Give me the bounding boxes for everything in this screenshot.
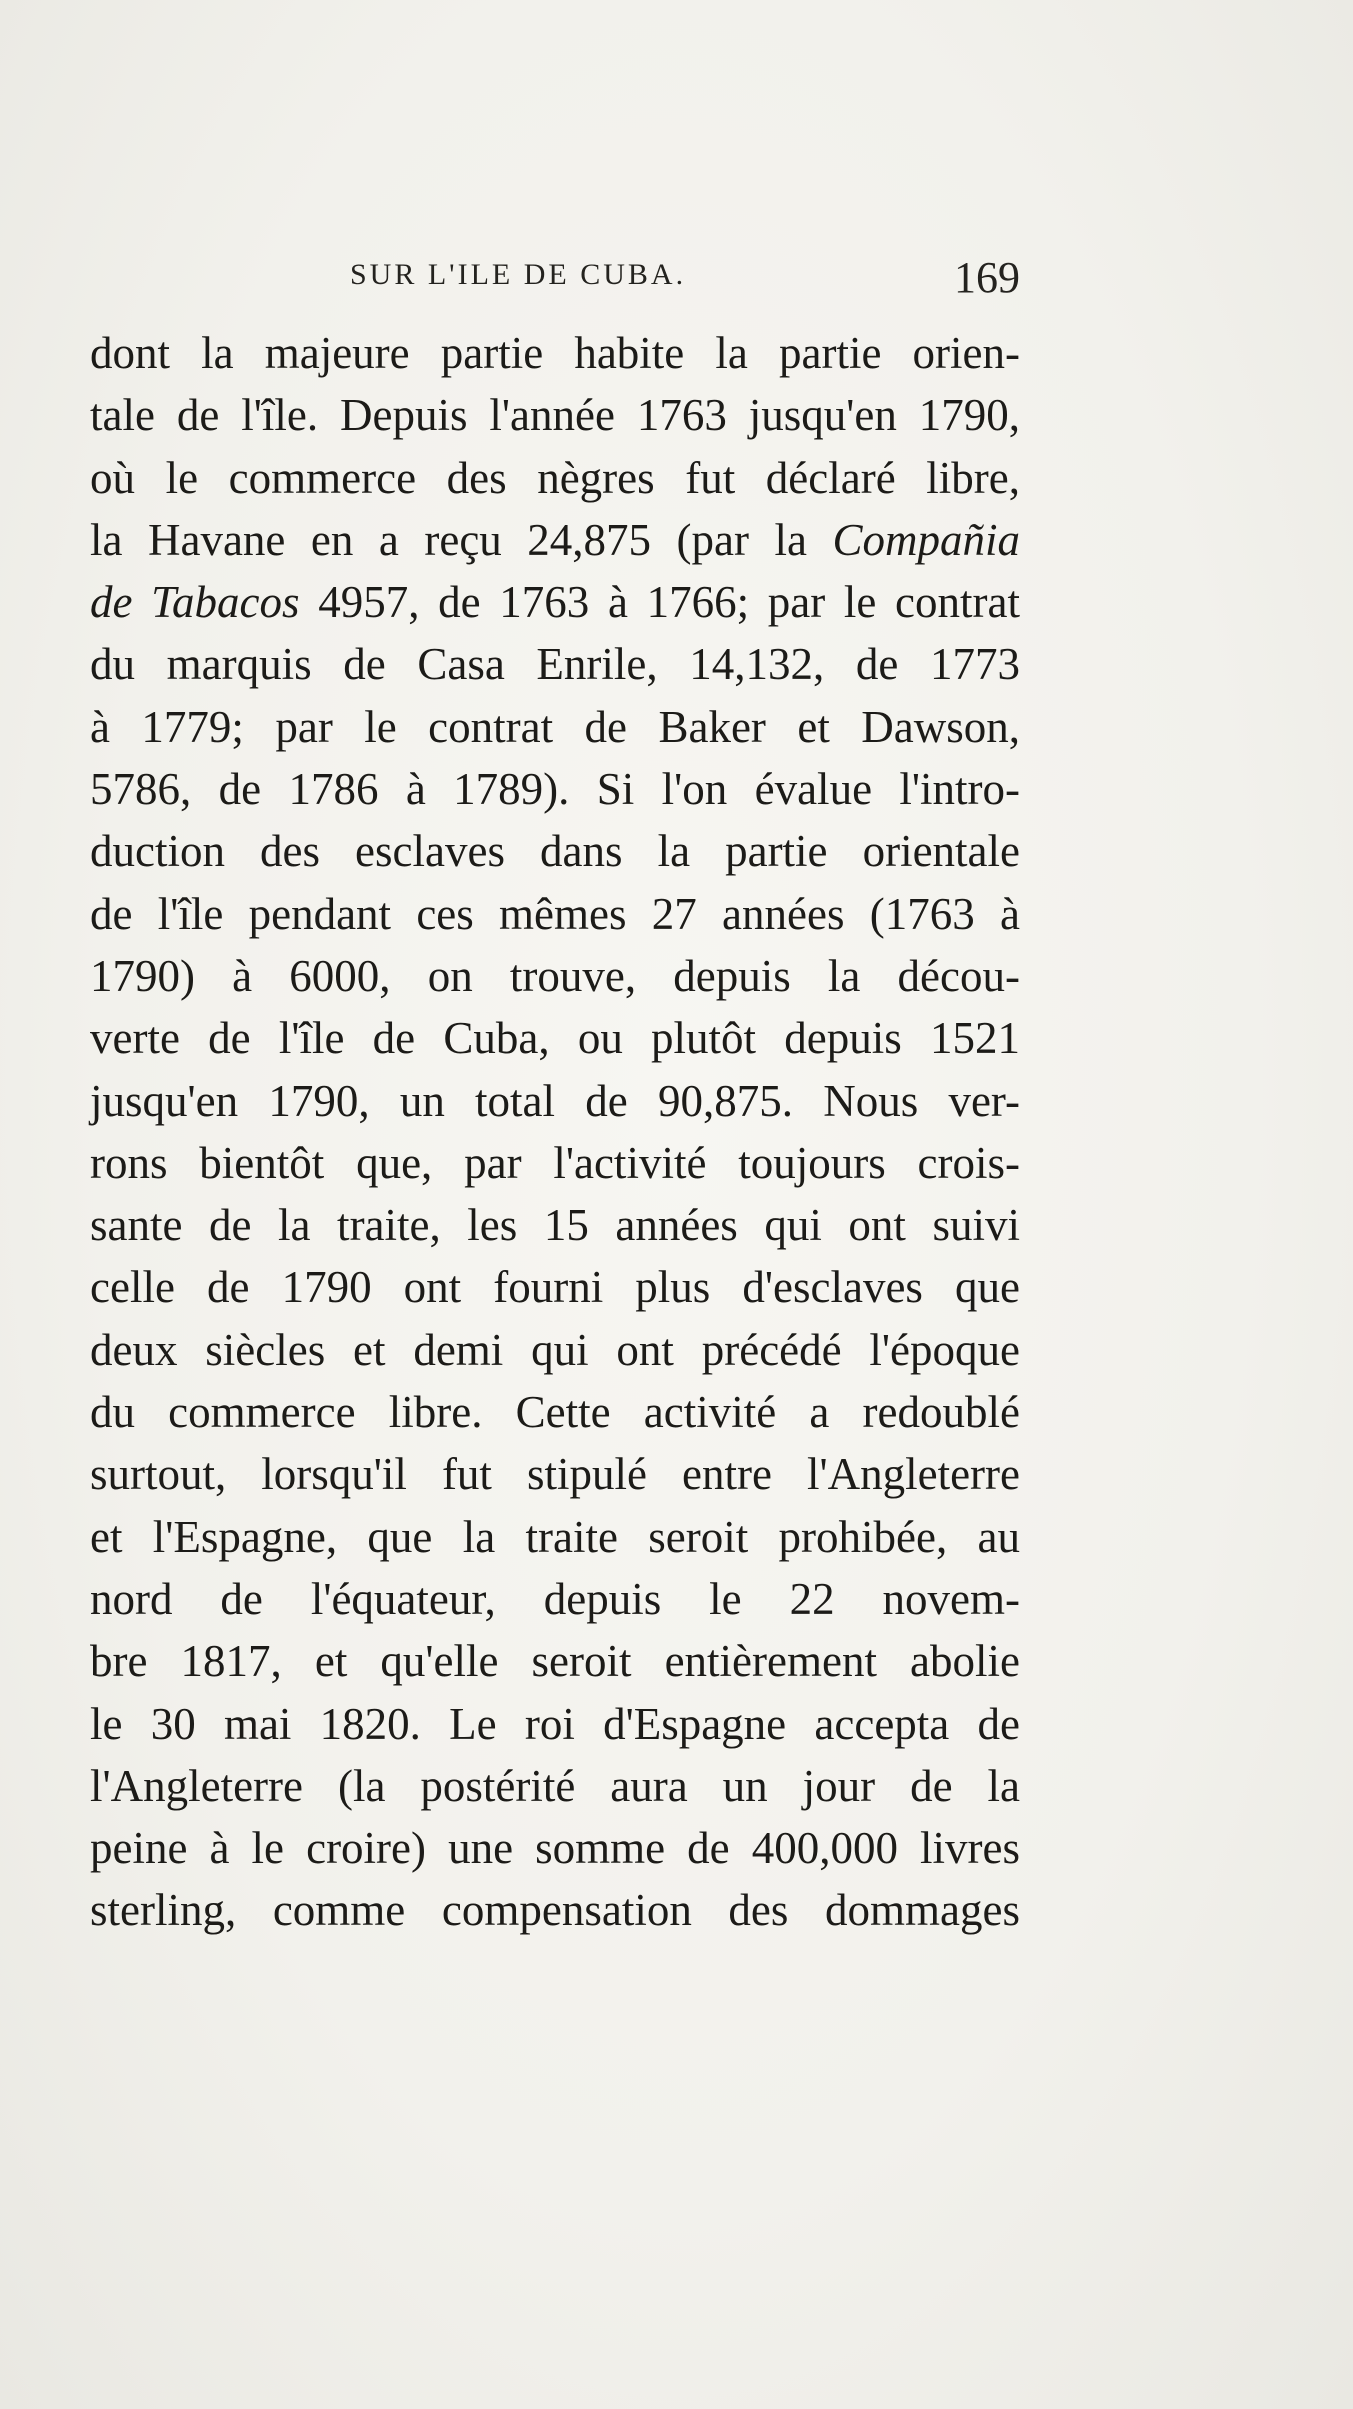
text-line: [90, 633, 1020, 695]
page-number: 169: [954, 253, 1020, 302]
text-line: [90, 322, 1020, 384]
line-text: 4957, de 1763 à 1766; par le contrat: [299, 577, 1020, 628]
text-line: [90, 1070, 1020, 1132]
line-text: dont la majeure partie habite la partie orien-: [90, 328, 1020, 378]
body-text: [90, 322, 1020, 1942]
text-line: [90, 1817, 1020, 1879]
line-text: bre 1817, et qu'elle seroit entièrement abolie: [90, 1636, 1020, 1687]
text-line: [90, 1319, 1020, 1381]
line-text: deux siècles et demi qui ont précédé l'époque: [90, 1324, 1020, 1375]
text-line: [90, 1443, 1020, 1505]
text-line: [90, 447, 1020, 509]
line-text: nord de l'équateur, depuis le 22 novem-: [90, 1573, 1020, 1624]
line-text: tale de l'île. Depuis l'année 1763 jusqu'en 1790,: [90, 390, 1020, 441]
text-line: [90, 1879, 1020, 1941]
text-line: [90, 1194, 1020, 1256]
text-line: [90, 1693, 1020, 1755]
text-line: [90, 945, 1020, 1007]
text-line: [90, 820, 1020, 882]
text-line: [90, 1506, 1020, 1568]
line-text: l'Angleterre (la postérité aura un jour de la: [90, 1760, 1020, 1811]
line-text: jusqu'en 1790, un total de 90,875. Nous ver-: [90, 1075, 1020, 1126]
line-italic-text: de Tabacos: [90, 577, 300, 628]
line-italic-text: Compañia: [832, 514, 1020, 565]
line-text: le 30 mai 1820. Le roi d'Espagne accepta de: [90, 1698, 1020, 1749]
line-text: peine à le croire) une somme de 400,000 livres: [90, 1823, 1020, 1874]
text-line: [90, 883, 1020, 945]
text-line: [90, 1381, 1020, 1443]
line-text: rons bientôt que, par l'activité toujours crois-: [90, 1137, 1020, 1188]
text-line: [90, 1630, 1020, 1692]
text-line: [90, 1132, 1020, 1194]
text-line: [90, 1568, 1020, 1630]
line-text: où le commerce des nègres fut déclaré libre,: [90, 452, 1020, 503]
running-head-title: SUR L'ILE DE CUBA.: [350, 258, 687, 291]
text-line: [90, 696, 1020, 758]
line-text: sante de la traite, les 15 années qui ont suivi: [90, 1200, 1020, 1251]
running-head: [90, 253, 1020, 308]
line-text: du marquis de Casa Enrile, 14,132, de 1773: [90, 639, 1020, 690]
text-line: [90, 758, 1020, 820]
line-text: la Havane en a reçu 24,875 (par la: [90, 514, 833, 565]
text-line: [90, 571, 1020, 633]
line-text: de l'île pendant ces mêmes 27 années (1763 à: [90, 888, 1020, 939]
line-text: celle de 1790 ont fourni plus d'esclaves que: [90, 1262, 1020, 1313]
line-text: du commerce libre. Cette activité a redoublé: [90, 1387, 1020, 1438]
line-text: et l'Espagne, que la traite seroit prohibée, au: [90, 1511, 1020, 1562]
line-text: sterling, comme compensation des dommages: [90, 1885, 1020, 1936]
line-text: 5786, de 1786 à 1789). Si l'on évalue l'intro-: [90, 764, 1020, 815]
line-text: 1790) à 6000, on trouve, depuis la décou-: [90, 950, 1020, 1001]
text-line: [90, 384, 1020, 446]
line-text: à 1779; par le contrat de Baker et Dawson,: [90, 701, 1020, 752]
line-text: verte de l'île de Cuba, ou plutôt depuis 1521: [90, 1013, 1020, 1064]
text-line: [90, 1007, 1020, 1069]
text-line: [90, 509, 1020, 571]
text-line: [90, 1256, 1020, 1318]
line-text: duction des esclaves dans la partie orientale: [90, 826, 1020, 877]
line-text: surtout, lorsqu'il fut stipulé entre l'Angleterre: [90, 1449, 1020, 1500]
text-line: [90, 1755, 1020, 1817]
